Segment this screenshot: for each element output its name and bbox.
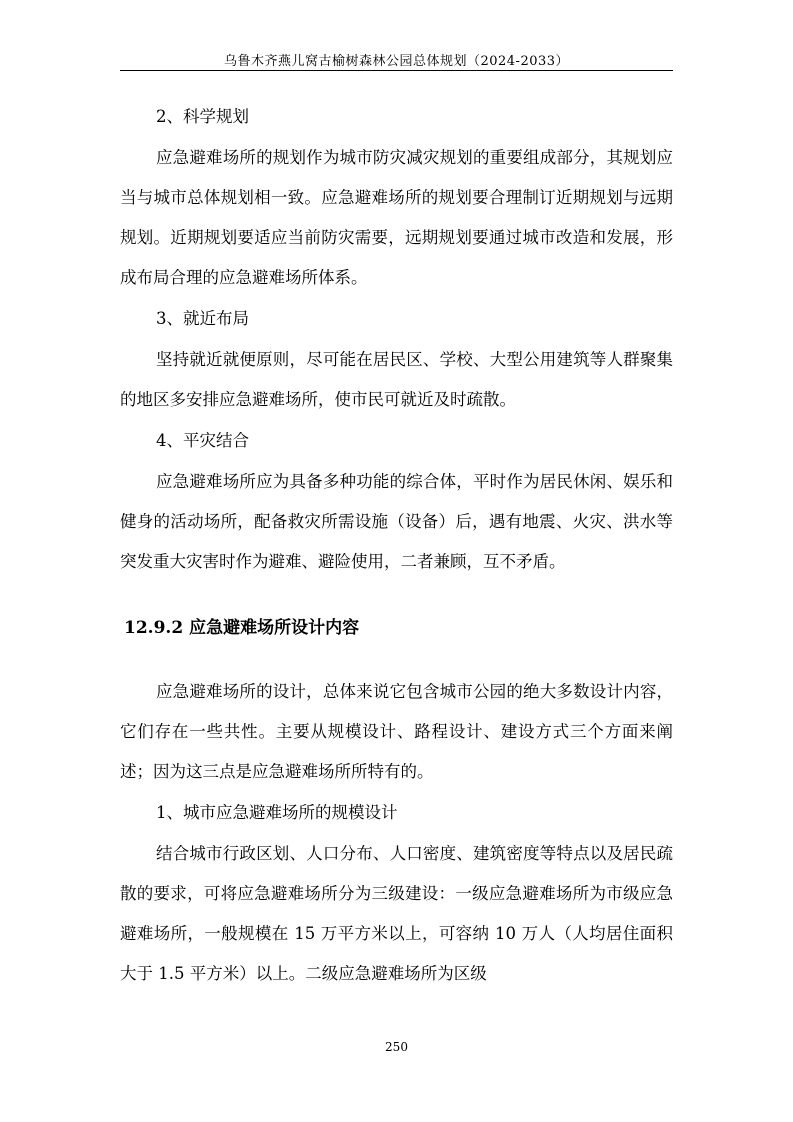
- paragraph-proximity: 坚持就近就便原则，尽可能在居民区、学校、大型公用建筑等人群聚集的地区多安排应急避难场所，使市民可就近及时疏散。: [120, 350, 673, 409]
- paragraph-design-intro: 应急避难场所的设计，总体来说它包含城市公园的绝大多数设计内容，它们存在一些共性。主要从规模设计、路程设计、建设方式三个方面来阐述；因为这三点是应急避难场所所特有的。: [120, 682, 673, 781]
- paragraph-planning: 应急避难场所的规划作为城市防灾减灾规划的重要组成部分，其规划应当与城市总体规划相一致。应急避难场所的规划要合理制订近期规划与远期规划。近期规划要适应当前防灾需要，远期规划要通过城市改造和发展，形成布局合理的应急避难场所体系。: [120, 148, 673, 287]
- page-number: 250: [385, 1040, 408, 1054]
- running-header: 乌鲁木齐燕儿窝古榆树森林公园总体规划（2024-2033）: [223, 54, 570, 69]
- subheading-planning: 2、科学规划: [156, 107, 249, 126]
- subheading-proximity: 3、就近布局: [156, 309, 249, 328]
- header-divider: [120, 70, 673, 71]
- subheading-dual-use: 4、平灾结合: [156, 431, 249, 450]
- paragraph-scale-design: 结合城市行政区划、人口分布、人口密度、建筑密度等特点以及居民疏散的要求，可将应急避难场所分为三级建设：一级应急避难场所为市级应急避难场所，一般规模在 15 万平方米以上，可容纳 10 万人（人均居住面积大于 1.5 平方米）以上。二级应急避难场所为区级: [120, 844, 673, 983]
- subheading-scale-design: 1、城市应急避难场所的规模设计: [156, 803, 398, 822]
- paragraph-dual-use: 应急避难场所应为具备多种功能的综合体，平时作为居民休闲、娱乐和健身的活动场所，配备救灾所需设施（设备）后，遇有地震、火灾、洪水等突发重大灾害时作为避难、避险使用，二者兼顾，互不矛盾。: [120, 472, 673, 571]
- section-title: 12.9.2 应急避难场所设计内容: [124, 618, 360, 638]
- page-content: [120, 96, 673, 994]
